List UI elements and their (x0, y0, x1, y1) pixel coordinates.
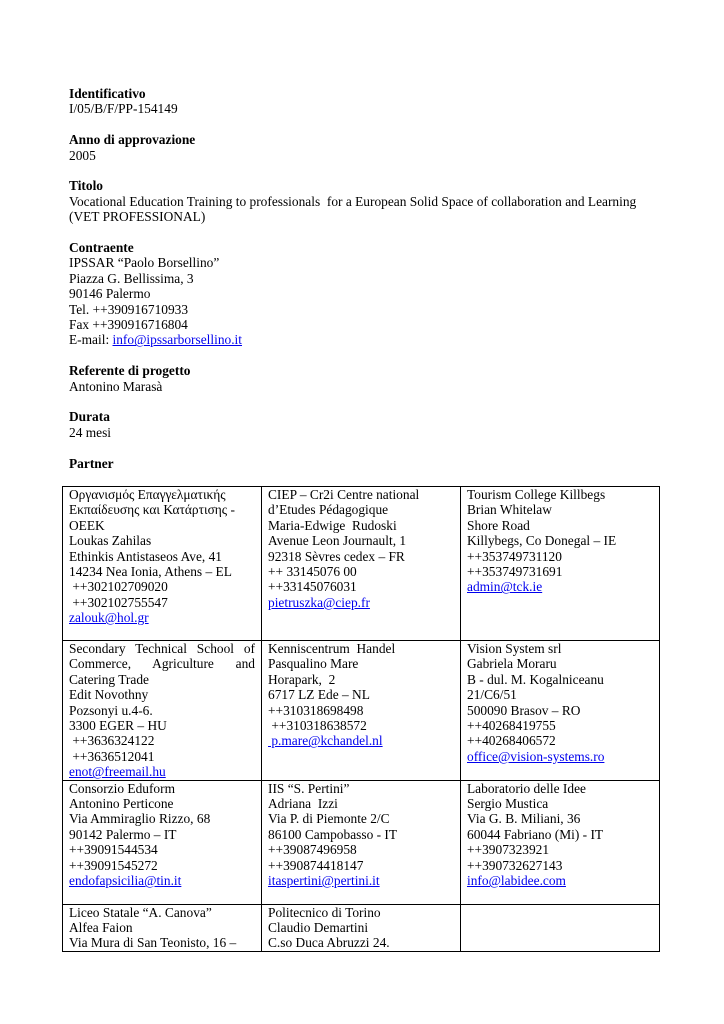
partner-cell-line: Via G. B. Miliani, 36 (467, 811, 581, 827)
partner-cell-line: Adriana Izzi (268, 796, 338, 812)
partner-cell-line: Gabriela Moraru (467, 656, 557, 672)
partner-email-link[interactable]: zalouk@hol.gr (69, 610, 149, 626)
contraente-street: Piazza G. Bellissima, 3 (69, 270, 194, 286)
section-referente (69, 363, 659, 394)
partner-cell-line: Commerce, Agriculture and (69, 656, 255, 672)
partner-cell-line: d’Etudes Pédagogique (268, 502, 389, 518)
partner-cell-line: IIS “S. Pertini” (268, 780, 350, 796)
partner-cell-line: Ethinkis Antistaseos Ave, 41 (69, 548, 222, 564)
partner-table-body (63, 487, 660, 952)
partner-email-link[interactable]: office@vision-systems.ro (467, 748, 605, 764)
partner-cell-line: ++390874418147 (268, 857, 364, 873)
partner-cell-line: Politecnico di Torino (268, 904, 381, 920)
partner-email-row (268, 873, 454, 888)
partner-cell-line: 14234 Nea Ionia, Athens – EL (69, 564, 232, 580)
partner-cell-line: Via P. di Piemonte 2/C (268, 811, 390, 827)
section-identificativo (69, 86, 659, 117)
partner-cell-line: Εκπαίδευσης και Κατάρτισης - (69, 502, 235, 518)
partner-cell (461, 904, 660, 951)
partner-email-row (69, 610, 255, 625)
titolo-line-2: (VET PROFESSIONAL) (69, 209, 206, 225)
partner-cell-line: Horapark, 2 (268, 671, 336, 687)
partner-cell-line: ++3907323921 (467, 842, 550, 858)
section-contraente (69, 240, 659, 348)
partner-cell (262, 904, 461, 951)
partner-table-row (63, 487, 660, 641)
partner-email-link[interactable]: itaspertini@pertini.it (268, 873, 380, 889)
identificativo-value: I/05/B/F/PP-154149 (69, 101, 178, 117)
partner-email-row (467, 579, 653, 594)
anno-label: Anno di approvazione (69, 132, 196, 148)
partner-cell-line: 92318 Sèvres cedex – FR (268, 548, 405, 564)
referente-value: Antonino Marasà (69, 378, 163, 394)
partner-cell-line: 500090 Brasov – RO (467, 702, 581, 718)
partner-cell-line: Loukas Zahilas (69, 533, 152, 549)
partner-cell-line: ++33145076031 (268, 579, 357, 595)
partner-cell (262, 487, 461, 641)
contraente-fax: Fax ++390916716804 (69, 317, 188, 333)
partner-cell (63, 487, 262, 641)
partner-cell-line: 6717 LZ Ede – NL (268, 687, 370, 703)
partner-cell-line: ++40268419755 (467, 718, 556, 734)
partner-cell-line: ++390732627143 (467, 857, 563, 873)
partner-cell (461, 641, 660, 781)
partner-cell-line: Sergio Mustica (467, 796, 549, 812)
contraente-email-link[interactable]: info@ipssarborsellino.it (112, 332, 243, 348)
partner-cell-line: Brian Whitelaw (467, 502, 552, 518)
partner-cell (262, 641, 461, 781)
partner-cell-line: Pasqualino Mare (268, 656, 359, 672)
partner-cell-line: Consorzio Eduform (69, 780, 175, 796)
partner-cell-line: Killybegs, Co Donegal – IE (467, 533, 617, 549)
durata-value: 24 mesi (69, 424, 112, 440)
partner-cell-line: Claudio Demartini (268, 920, 369, 936)
partner-email-link[interactable]: admin@tck.ie (467, 579, 543, 595)
contraente-email-prefix: E-mail: (69, 332, 113, 348)
anno-value: 2005 (69, 147, 96, 163)
partner-cell-line: ++353749731691 (467, 564, 563, 580)
partner-email-row (268, 595, 454, 610)
partner-cell-line: Secondary Technical School of (69, 641, 255, 656)
partner-cell-line: Liceo Statale “A. Canova” (69, 904, 212, 920)
titolo-line-1: Vocational Education Training to professionals for a European Solid Space of collaboration and Learning (69, 193, 637, 209)
partner-cell-line: ++3636512041 (69, 748, 155, 764)
partner-cell-line: ++ 33145076 00 (268, 564, 357, 580)
partner-cell-line: Laboratorio delle Idee (467, 780, 586, 796)
partner-cell-line: ++39091544534 (69, 842, 158, 858)
partner-cell-line: Kenniscentrum Handel (268, 641, 396, 656)
partner-cell-line: Edit Novothny (69, 687, 149, 703)
contraente-email-row (69, 332, 659, 347)
partner-cell (461, 487, 660, 641)
partner-cell-line: OEEK (69, 517, 105, 533)
partner-email-row (467, 873, 653, 888)
partner-table-row (63, 904, 660, 951)
partner-email-row (467, 749, 653, 764)
partner-table-row (63, 641, 660, 781)
section-anno (69, 132, 659, 163)
partner-email-link[interactable]: endofapsicilia@tin.it (69, 873, 182, 889)
partner-email-row (69, 873, 255, 888)
partner-cell-line: Avenue Leon Journault, 1 (268, 533, 407, 549)
section-partner (69, 456, 659, 471)
partner-cell-line: CIEP – Cr2i Centre national (268, 487, 420, 502)
partner-email-row (268, 733, 454, 748)
partner-cell-line: Alfea Faion (69, 920, 133, 936)
contraente-name: IPSSAR “Paolo Borsellino” (69, 255, 220, 271)
contraente-label: Contraente (69, 240, 134, 256)
partner-cell-line: B - dul. M. Kogalniceanu (467, 671, 604, 687)
partner-cell (63, 904, 262, 951)
partner-cell-line: Catering Trade (69, 671, 149, 687)
partner-cell-line: ++39091545272 (69, 857, 158, 873)
partner-cell-line: Pozsonyi u.4-6. (69, 702, 153, 718)
partner-cell-line: Shore Road (467, 517, 530, 533)
partner-cell-line: ++40268406572 (467, 733, 556, 749)
partner-cell-line: ++353749731120 (467, 548, 562, 564)
partner-cell (63, 641, 262, 781)
partner-cell-line: Maria-Edwige Rudoski (268, 517, 397, 533)
section-durata (69, 409, 659, 440)
partner-cell-line: ++39087496958 (268, 842, 357, 858)
partner-cell-line: 60044 Fabriano (Mi) - IT (467, 826, 604, 842)
partner-cell-line: ++302102755547 (69, 594, 168, 610)
partner-cell-line: 90142 Palermo – IT (69, 826, 177, 842)
contraente-city: 90146 Palermo (69, 286, 151, 302)
partner-table-row (63, 780, 660, 904)
section-titolo (69, 178, 659, 224)
partner-cell-line: Antonino Perticone (69, 796, 174, 812)
partner-cell-line: Vision System srl (467, 641, 562, 656)
partner-cell (461, 780, 660, 904)
partner-cell-line: ++3636324122 (69, 733, 155, 749)
partner-label: Partner (69, 455, 114, 471)
partner-cell-line: ++310318638572 (268, 718, 367, 734)
partner-email-link[interactable]: p.mare@kchandel.nl (268, 733, 383, 749)
document-body (69, 86, 659, 486)
partner-cell-line: 3300 EGER – HU (69, 718, 167, 734)
contraente-tel: Tel. ++390916710933 (69, 301, 189, 317)
partner-cell-line: 21/C6/51 (467, 687, 517, 703)
partner-cell-line: 86100 Campobasso - IT (268, 826, 398, 842)
partner-cell-line: Via Mura di San Teonisto, 16 – (69, 935, 237, 951)
partner-email-link[interactable]: info@labidee.com (467, 873, 566, 889)
partner-cell-line: ++302102709020 (69, 579, 168, 595)
partner-cell (63, 780, 262, 904)
referente-label: Referente di progetto (69, 363, 191, 379)
partner-email-link[interactable]: enot@freemail.hu (69, 764, 166, 780)
partner-cell-line: Οργανισμός Επαγγελματικής (69, 487, 226, 502)
partner-email-link[interactable]: pietruszka@ciep.fr (268, 594, 370, 610)
titolo-label: Titolo (69, 178, 103, 194)
partner-cell-line: Via Ammiraglio Rizzo, 68 (69, 811, 211, 827)
partner-email-row (69, 764, 255, 779)
durata-label: Durata (69, 409, 110, 425)
partner-cell-line: Tourism College Killbegs (467, 487, 606, 502)
partner-cell-line: C.so Duca Abruzzi 24. (268, 935, 390, 951)
identificativo-label: Identificativo (69, 86, 146, 101)
partner-cell (262, 780, 461, 904)
partner-cell-line: ++310318698498 (268, 702, 364, 718)
partner-table (62, 486, 660, 952)
